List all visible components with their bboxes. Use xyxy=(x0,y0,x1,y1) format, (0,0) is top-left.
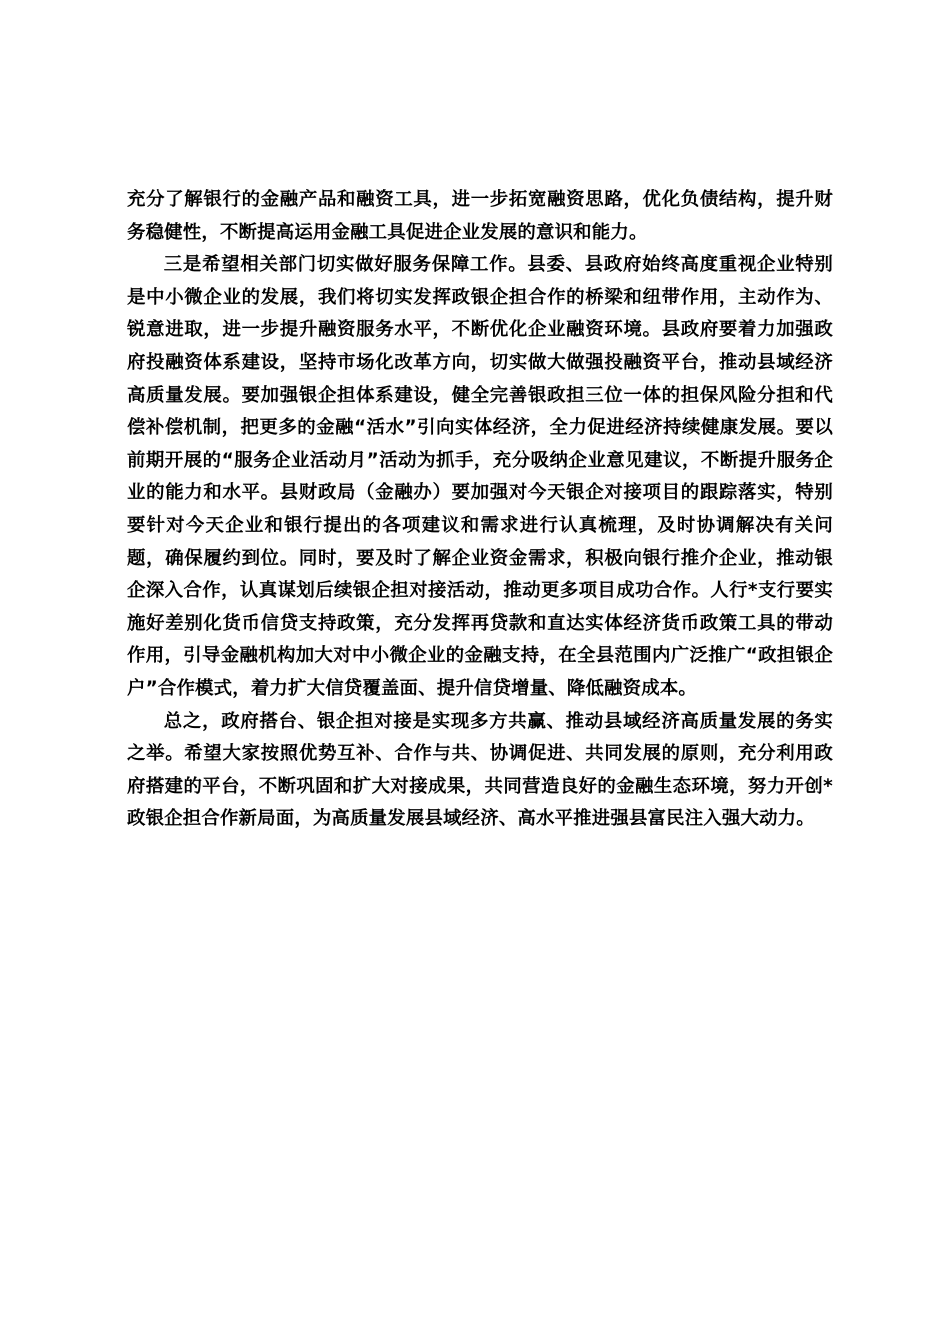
document-body xyxy=(127,184,833,836)
paragraph-service-guarantee: 三是希望相关部门切实做好服务保障工作。县委、县政府始终高度重视企业特别是中小微企业的发展，我们将切实发挥政银企担合作的桥梁和纽带作用，主动作为、锐意进取，进一步提升融资服务水平，不断优化企业融资环境。县政府要着力加强政府投融资体系建设，坚持市场化改革方向，切实做大做强投融资平台，推动县域经济高质量发展。要加强银企担体系建设，健全完善银政担三位一体的担保风险分担和代偿补偿机制，把更多的金融“活水”引向实体经济，全力促进经济持续健康发展。要以前期开展的“服务企业活动月”活动为抓手，充分吸纳企业意见建议，不断提升服务企业的能力和水平。县财政局（金融办）要加强对今天银企对接项目的跟踪落实，特别要针对今天企业和银行提出的各项建议和需求进行认真梳理，及时协调解决有关问题，确保履约到位。同时，要及时了解企业资金需求，积极向银行推介企业，推动银企深入合作，认真谋划后续银企担对接活动，推动更多项目成功合作。人行*支行要实施好差别化货币信贷支持政策，充分发挥再贷款和直达实体经济货币政策工具的带动作用，引导金融机构加大对中小微企业的金融支持，在全县范围内广泛推广“政担银企户”合作模式，着力扩大信贷覆盖面、提升信贷增量、降低融资成本。 xyxy=(127,254,833,699)
paragraph-continuation: 充分了解银行的金融产品和融资工具，进一步拓宽融资思路，优化负债结构，提升财务稳健性，不断提高运用金融工具促进企业发展的意识和能力。 xyxy=(127,189,833,243)
paragraph-conclusion: 总之，政府搭台、银企担对接是实现多方共赢、推动县域经济高质量发展的务实之举。希望大家按照优势互补、合作与共、协调促进、共同发展的原则，充分利用政府搭建的平台，不断巩固和扩大对接成果，共同营造良好的金融生态环境，努力开创*政银企担合作新局面，为高质量发展县域经济、高水平推进强县富民注入强大动力。 xyxy=(127,710,833,830)
